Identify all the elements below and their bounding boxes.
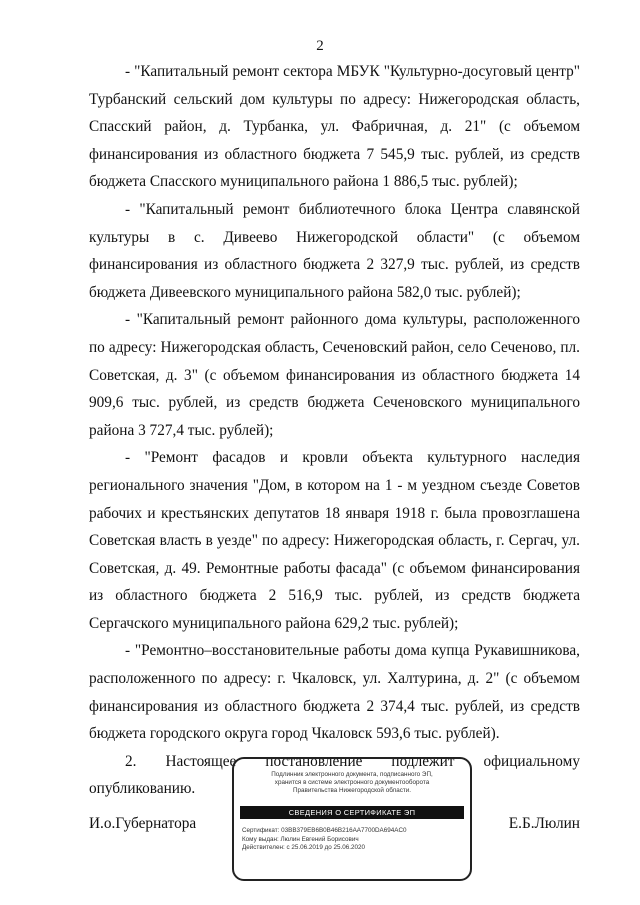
certificate-number: Сертификат: 03BB379EB6B0B46B216AA7700DA694AC0 [242,827,407,834]
paragraph-diveevo: - "Капитальный ремонт библиотечного блока Центра славянской культуры в с. Дивеево Нижегородской области" (с объемом финансирования из областного бюджета 2 327,9 тыс. рублей, из средств бюджета Дивеевского муниципального района 582,0 тыс. рублей); [89,200,580,301]
signatory-title: И.о.Губернатора [89,815,197,832]
stamp-line-3: Правительства Нижегородской области. [292,787,412,794]
paragraph-chkalovsk: - "Ремонтно–восстановительные работы дома купца Рукавишникова, расположенного по адресу: г. Чкаловск, ул. Халтурина, д. 2" (с объемом финансирования из областного бюджета 2 374,4 тыс. рублей, из средств бюджета городского округа город Чкаловск 593,6 тыс. рублей). [89,642,580,743]
electronic-signature-stamp [232,757,472,881]
paragraph-sergach: - "Ремонт фасадов и кровли объекта культурного наследия регионального значения "Дом, в котором на 1 - м уездном съезде Советов рабочих и крестьянских депутатов 18 января 1918 г. была провозглашена Советская власть в уезде" по адресу: Нижегородская область, г. Сергач, ул. Советская, д. 49. Ремонтные работы фасада" (с объемом финансирования из областного бюджета 2 516,9 тыс. рублей, из средств бюджета Сергачского муниципального района 629,2 тыс. рублей); [89,449,580,632]
certificate-owner: Кому выдан: Люлин Евгений Борисович [242,835,359,843]
paragraph-sechenovo: - "Капитальный ремонт районного дома культуры, расположенного по адресу: Нижегородская область, Сеченовский район, село Сеченово, пл. Советская, д. 3" (с объемом финансирования из областного бюджета 14 909,6 тыс. рублей, из средств бюджета Сеченовского муниципального района 3 727,4 тыс. рублей); [89,311,580,439]
stamp-header [234,771,470,795]
page-number: 2 [316,38,324,54]
certificate-validity: Действителен: с 25.06.2019 до 25.06.2020 [242,844,366,851]
stamp-banner: СВЕДЕНИЯ О СЕРТИФИКАТЕ ЭП [240,806,464,819]
paragraph-publication: 2. Настоящее постановление подлежит официальному опубликованию. [89,752,580,798]
signatory-name: Е.Б.Люлин [508,815,580,832]
document-body [89,58,580,803]
paragraph-turbanka: - "Капитальный ремонт сектора МБУК "Культурно-досуговый центр" Турбанский сельский дом культуры по адресу: Нижегородская область, Спасский район, д. Турбанка, ул. Фабричная, д. 21" (с объемом финансирования из областного бюджета 7 545,9 тыс. рублей, из средств бюджета Спасского муниципального района 1 886,5 тыс. рублей); [89,63,580,191]
stamp-details [242,827,407,853]
stamp-line-1: Подлинник электронного документа, подписанного ЭП, [271,771,433,778]
stamp-line-2: хранится в системе электронного документооборота [274,779,430,786]
